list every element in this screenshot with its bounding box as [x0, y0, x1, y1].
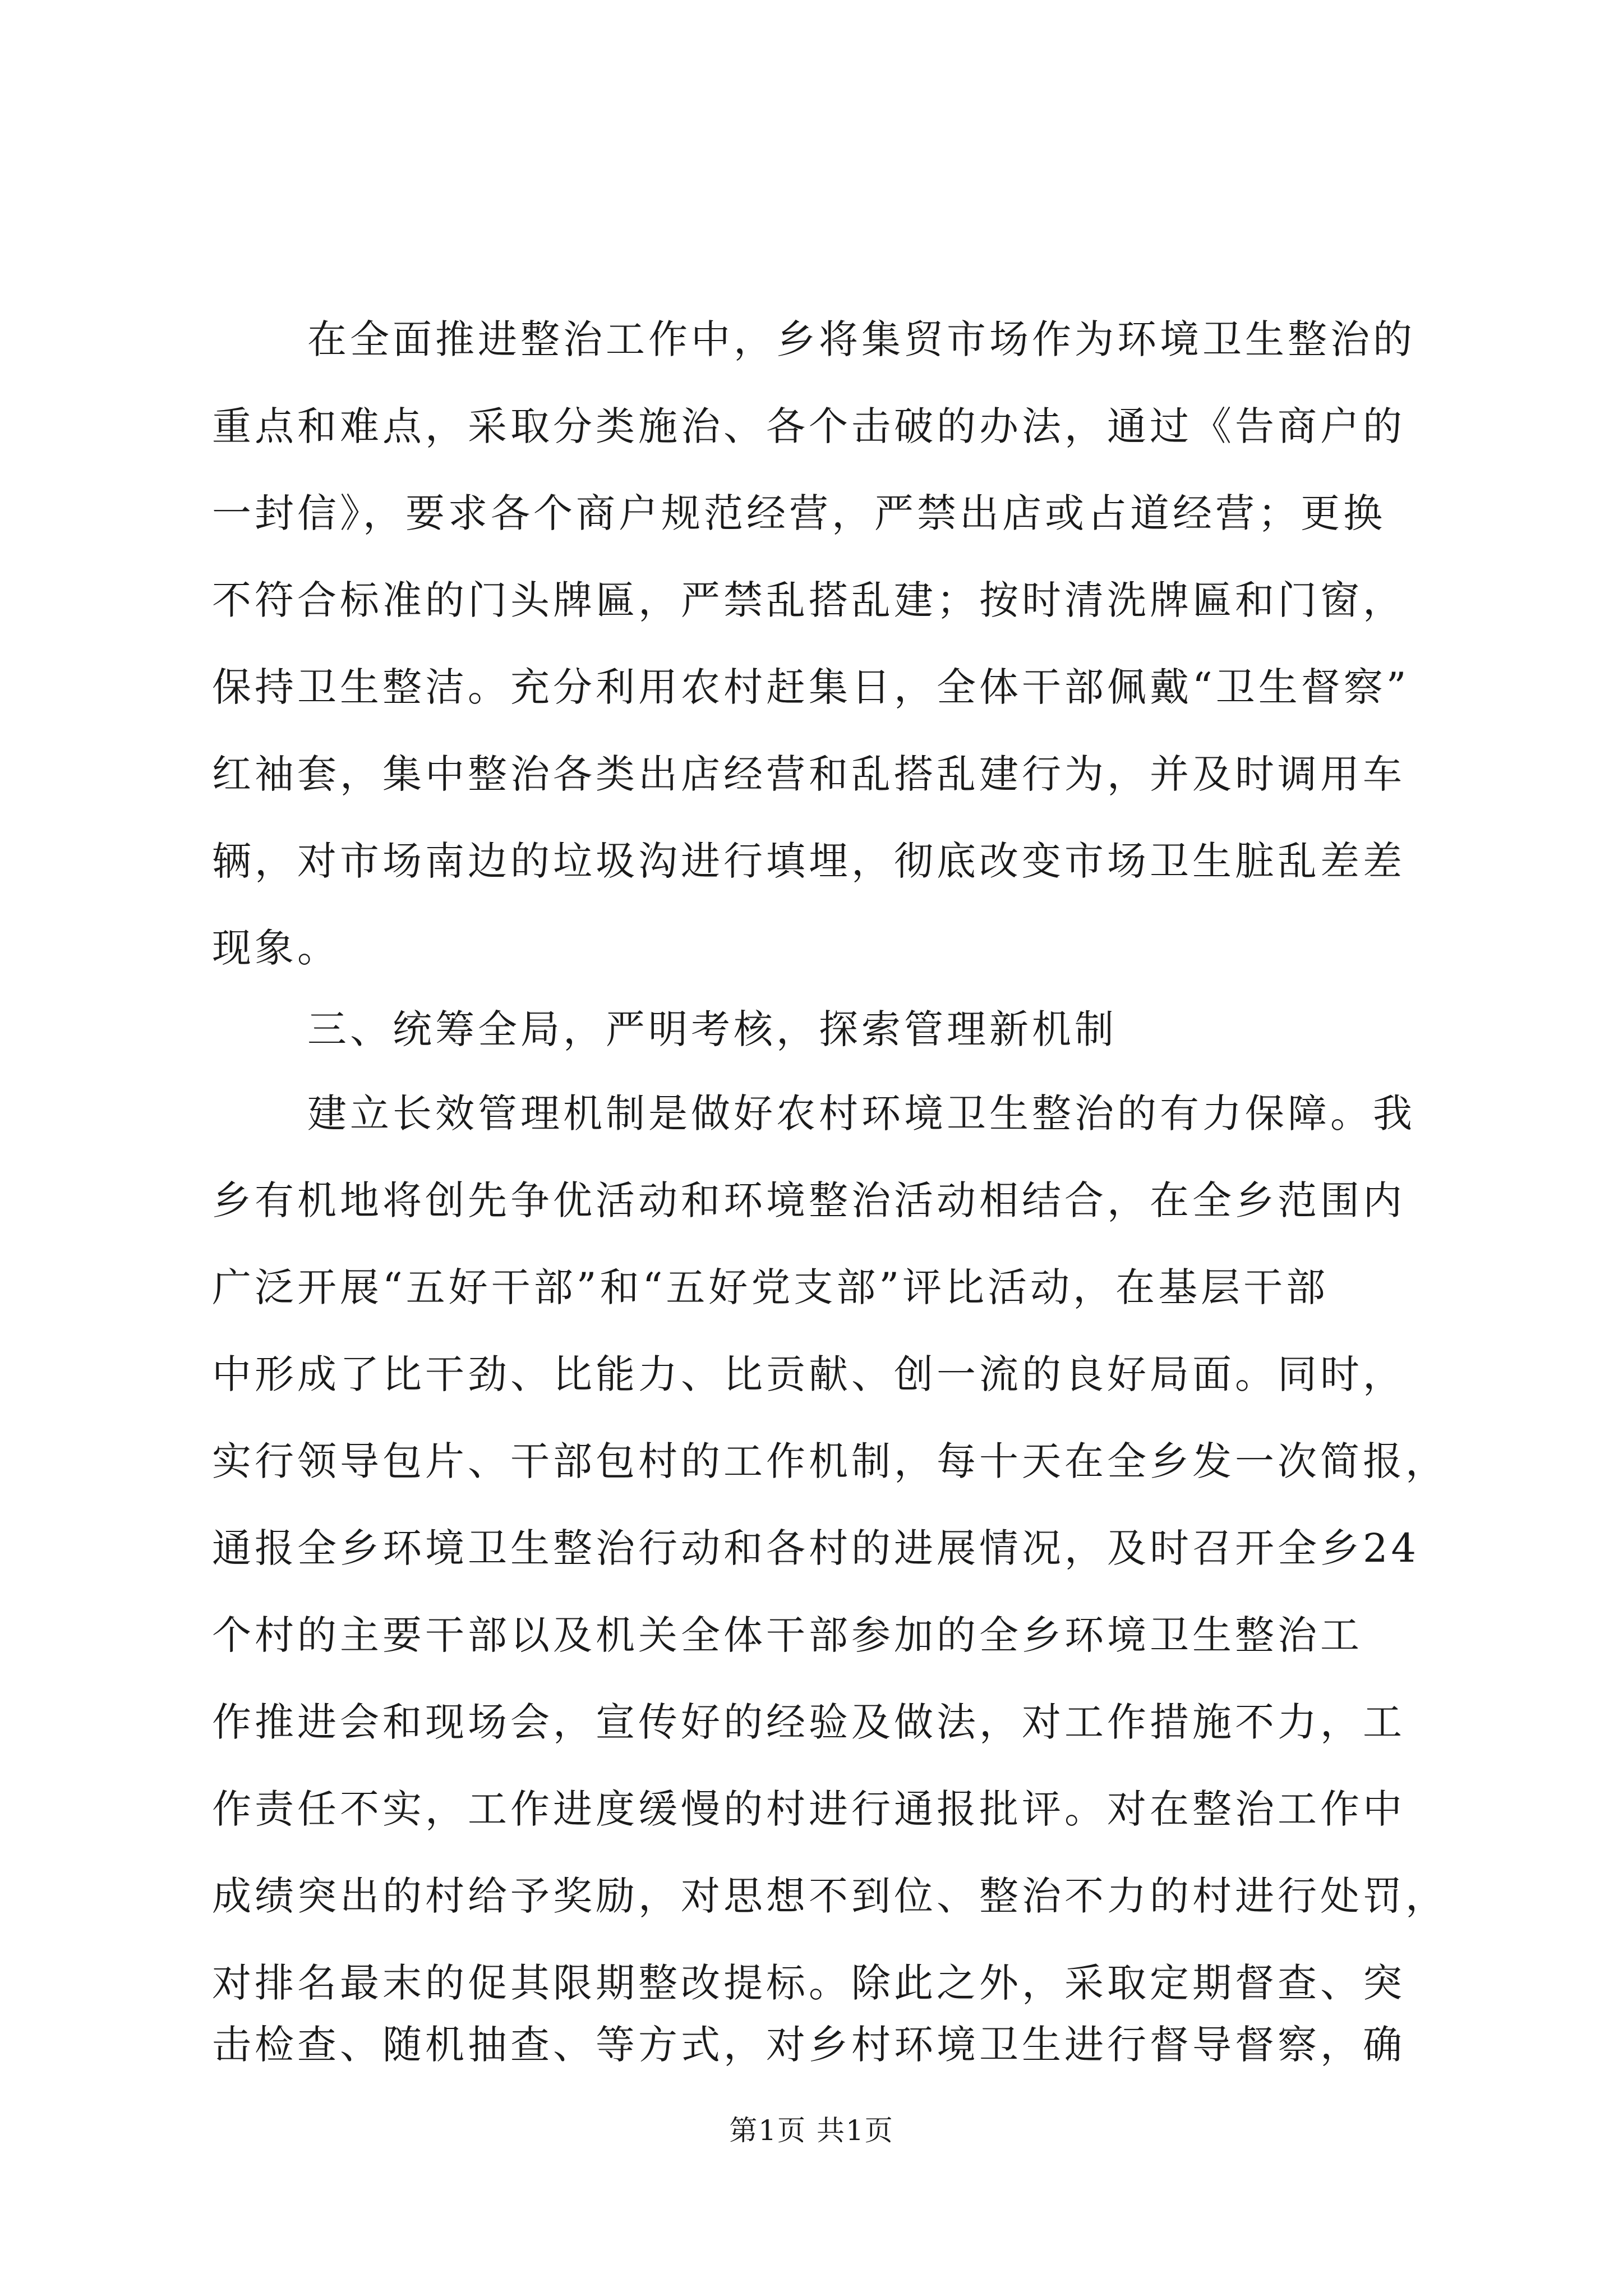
paragraph-2-line-10: 成绩突出的村给予奖励，对思想不到位、整治不力的村进行处罚，: [212, 1873, 1448, 1919]
paragraph-1-line-7: 辆，对市场南边的垃圾沟进行填埋，彻底改变市场卫生脏乱差差: [212, 838, 1405, 884]
paragraph-1-line-3: 一封信》，要求各个商户规范经营，严禁出店或占道经营；更换: [212, 490, 1386, 536]
paragraph-1-line-6: 红袖套，集中整治各类出店经营和乱搭乱建行为，并及时调用车: [212, 751, 1405, 797]
paragraph-2-line-11: 对排名最末的促其限期整改提标。除此之外，采取定期督查、突: [212, 1960, 1405, 2006]
paragraph-2-line-3: 广泛开展“五好干部”和“五好党支部”评比活动，在基层干部: [212, 1264, 1329, 1310]
paragraph-1-line-1: 在全面推进整治工作中，乡将集贸市场作为环境卫生整治的: [307, 316, 1415, 362]
paragraph-1-line-2: 重点和难点，采取分类施治、各个击破的办法，通过《告商户的: [212, 403, 1405, 449]
paragraph-2-line-7: 个村的主要干部以及机关全体干部参加的全乡环境卫生整治工: [212, 1612, 1363, 1658]
paragraph-2-line-2: 乡有机地将创先争优活动和环境整治活动相结合，在全乡范围内: [212, 1177, 1405, 1223]
paragraph-1-line-5: 保持卫生整洁。充分利用农村赶集日，全体干部佩戴“卫生督察”: [212, 664, 1410, 710]
paragraph-2-line-5: 实行领导包片、干部包村的工作机制，每十天在全乡发一次简报，: [212, 1438, 1448, 1484]
section-heading: 三、统筹全局，严明考核，探索管理新机制: [307, 1006, 1117, 1052]
paragraph-2-line-9: 作责任不实，工作进度缓慢的村进行通报批评。对在整治工作中: [212, 1786, 1405, 1832]
paragraph-1-line-8: 现象。: [212, 925, 340, 971]
paragraph-2-line-8: 作推进会和现场会，宣传好的经验及做法，对工作措施不力，工: [212, 1699, 1405, 1745]
paragraph-2-line-4: 中形成了比干劲、比能力、比贡献、创一流的良好局面。同时，: [212, 1351, 1405, 1397]
paragraph-2-line-6: 通报全乡环境卫生整治行动和各村的进展情况，及时召开全乡24: [212, 1525, 1420, 1571]
paragraph-1-line-4: 不符合标准的门头牌匾，严禁乱搭乱建；按时清洗牌匾和门窗，: [212, 577, 1405, 623]
paragraph-2-line-12: 击检查、随机抽查、等方式，对乡村环境卫生进行督导督察，确: [212, 2022, 1405, 2068]
paragraph-2-line-1: 建立长效管理机制是做好农村环境卫生整治的有力保障。我: [307, 1091, 1415, 1137]
page-footer: 第1页 共1页: [729, 2114, 894, 2147]
